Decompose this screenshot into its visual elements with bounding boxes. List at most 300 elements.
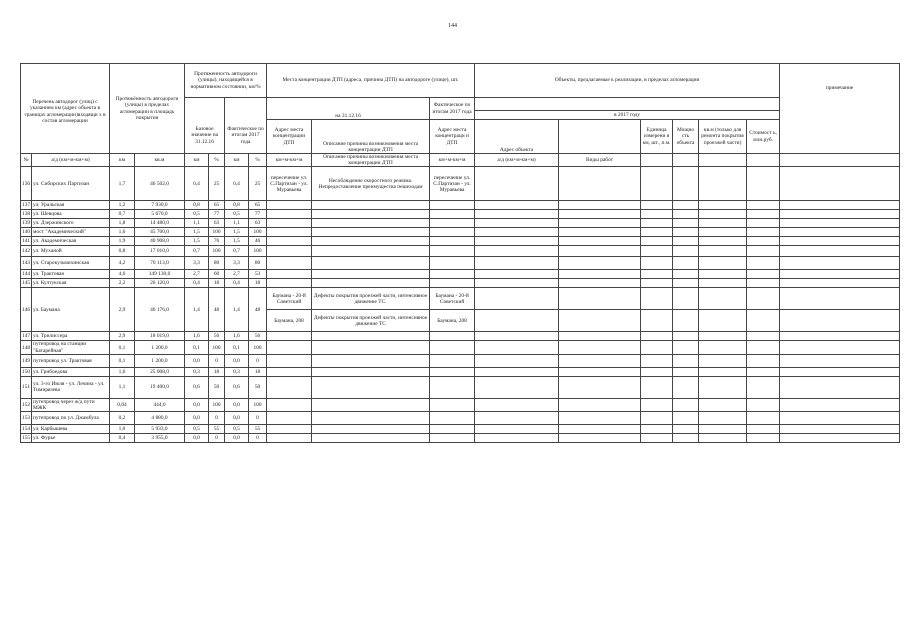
empty-cell: [673, 201, 699, 210]
empty-cell: [673, 398, 699, 411]
actual-pct: 18: [249, 279, 267, 288]
base-pct: 0: [209, 354, 225, 367]
dtp-cause: [312, 412, 430, 425]
dtp-address: [267, 210, 312, 219]
road-name: ул. Трактовая: [32, 270, 110, 279]
road-area: 5 670,0: [135, 210, 185, 219]
empty-cell: [780, 425, 900, 434]
base-pct: 0: [209, 412, 225, 425]
empty-cell: [641, 257, 673, 270]
base-km: 0,0: [185, 434, 209, 443]
empty-cell: [641, 310, 673, 332]
dtp-cause: Несоблюдение скоростного режима. Непредоставление преимущества пешеходам: [312, 167, 430, 201]
dtp-address: [267, 219, 312, 228]
header-actual-2017: Фактическое по итогам 2017 года: [225, 98, 267, 154]
table-row: [21, 279, 900, 288]
road-area: 18 019,0: [135, 332, 185, 341]
empty-cell: [747, 210, 780, 219]
dtp-address-2017: [430, 246, 475, 257]
dtp-cause: [312, 425, 430, 434]
base-pct: 100: [209, 228, 225, 237]
empty-cell: [673, 288, 699, 310]
dtp-address-2017: [430, 270, 475, 279]
actual-km: 2,7: [225, 270, 249, 279]
empty-cell: [641, 167, 673, 201]
empty-cell: [673, 167, 699, 201]
empty-cell: [673, 425, 699, 434]
base-km: 0,8: [185, 201, 209, 210]
dtp-cause: [312, 367, 430, 376]
row-number: 146: [21, 288, 32, 332]
table-row: [21, 332, 900, 341]
base-km: 0,1: [185, 341, 209, 354]
dtp-address: [267, 398, 312, 411]
actual-pct: 77: [249, 210, 267, 219]
base-km: 0,3: [185, 367, 209, 376]
empty-cell: [559, 412, 641, 425]
road-name: ул. Фурье: [32, 434, 110, 443]
road-name: путепровод по ул. Джамбула: [32, 412, 110, 425]
dtp-address: [267, 425, 312, 434]
empty-cell: [699, 270, 747, 279]
unit-unit: [641, 154, 673, 167]
empty-cell: [641, 270, 673, 279]
unit-work-type: Виды работ: [559, 154, 641, 167]
base-km: 3,3: [185, 257, 209, 270]
empty-cell: [641, 288, 673, 310]
dtp-cause: [312, 210, 430, 219]
road-name: ул. Уральская: [32, 201, 110, 210]
table-row: [21, 425, 900, 434]
empty-cell: [780, 412, 900, 425]
base-km: 1,6: [185, 332, 209, 341]
road-area: 70 113,0: [135, 257, 185, 270]
table-row: [21, 201, 900, 210]
empty-cell: [559, 219, 641, 228]
road-area: 1 200,0: [135, 341, 185, 354]
dtp-cause: [312, 219, 430, 228]
road-name: ул. Трилиссера: [32, 332, 110, 341]
empty-cell: [559, 376, 641, 398]
empty-cell: [699, 257, 747, 270]
empty-cell: [475, 279, 559, 288]
dtp-address-2017: пересечение ул. С.Партизан - ул. Муравьева: [430, 167, 475, 201]
header-cost: Стоимост ь, млн.руб.: [747, 120, 780, 154]
dtp-address-2017: [430, 425, 475, 434]
unit-ad2: а/д (км+м-км+м): [475, 154, 559, 167]
road-length-km: 0,1: [110, 341, 135, 354]
empty-cell: [475, 237, 559, 246]
empty-cell: [747, 288, 780, 310]
empty-cell: [641, 341, 673, 354]
empty-cell: [475, 354, 559, 367]
empty-cell: [641, 279, 673, 288]
header-length: Протяжённость автодороги (улицы) в пределах агломерации в площадь покрытия: [110, 64, 185, 154]
empty-cell: [641, 332, 673, 341]
base-pct: 18: [209, 279, 225, 288]
base-km: 0,5: [185, 210, 209, 219]
empty-cell: [559, 288, 641, 310]
actual-km: 1,1: [225, 219, 249, 228]
table-row: [21, 167, 900, 201]
road-length-km: 1,7: [110, 167, 135, 201]
empty-cell: [780, 398, 900, 411]
unit-km-cover: [699, 154, 747, 167]
row-number: 141: [22, 238, 31, 245]
actual-km: 0,0: [225, 398, 249, 411]
dtp-cause: [312, 434, 430, 443]
road-area: 45 700,0: [135, 228, 185, 237]
road-area: 1 200,0: [135, 354, 185, 367]
empty-cell: [673, 434, 699, 443]
dtp-address: [267, 367, 312, 376]
road-length-km: 1,2: [110, 201, 135, 210]
empty-cell: [559, 237, 641, 246]
dtp-address: [267, 257, 312, 270]
road-area: 25 008,0: [135, 367, 185, 376]
table-row: [21, 210, 900, 219]
base-km: 1,5: [185, 228, 209, 237]
base-pct: 60: [209, 270, 225, 279]
header-road-list: Перечень автодорог (улиц) с указанием км (адрес объекта в границах агломерации)входящи х в состав агломерации: [21, 64, 110, 154]
empty-cell: [475, 201, 559, 210]
dtp-cause: [312, 270, 430, 279]
dtp-cause: [312, 341, 430, 354]
dtp-address-2017: [430, 228, 475, 237]
road-length-km: 2,9: [110, 288, 135, 332]
empty-cell: [641, 237, 673, 246]
actual-km: 1,4: [225, 288, 249, 332]
empty-cell: [699, 201, 747, 210]
empty-cell: [673, 237, 699, 246]
empty-cell: [747, 412, 780, 425]
empty-cell: [475, 376, 559, 398]
base-pct: 0: [209, 434, 225, 443]
actual-pct: 100: [249, 228, 267, 237]
dtp-cause: [312, 237, 430, 246]
row-number: 138: [22, 211, 31, 218]
unit-ad: а/д (км+м-км+м): [32, 154, 110, 167]
dtp-address: [267, 412, 312, 425]
empty-cell: [673, 376, 699, 398]
actual-pct: 80: [249, 257, 267, 270]
empty-cell: [641, 425, 673, 434]
road-area: 3 955,0: [135, 434, 185, 443]
empty-cell: [673, 279, 699, 288]
row-number: 145: [22, 280, 31, 287]
road-name: ул. Карбышева: [32, 425, 110, 434]
road-name: ул. Баумана: [32, 288, 110, 332]
table-row: [21, 376, 900, 398]
dtp-address-2017: [430, 210, 475, 219]
unit-kvm: кв.м: [135, 154, 185, 167]
header-as-of: на 31.12.16: [267, 98, 430, 120]
empty-cell: [699, 354, 747, 367]
empty-cell: [747, 341, 780, 354]
road-length-km: 0,2: [110, 412, 135, 425]
table-row: [21, 434, 900, 443]
empty-cell: [747, 310, 780, 332]
actual-km: 0,5: [225, 425, 249, 434]
base-km: 1,5: [185, 237, 209, 246]
empty-cell: [475, 332, 559, 341]
empty-cell: [559, 332, 641, 341]
actual-pct: 48: [249, 288, 267, 332]
header-work-type: [559, 120, 641, 154]
empty-cell: [747, 425, 780, 434]
road-name: ул. Академическая: [32, 237, 110, 246]
actual-km: 0,5: [225, 210, 249, 219]
road-length-km: 2,9: [110, 332, 135, 341]
actual-pct: 46: [249, 237, 267, 246]
road-name: ул. Старокузьмихинская: [32, 257, 110, 270]
dtp-address: [267, 270, 312, 279]
actual-pct: 100: [249, 246, 267, 257]
empty-cell: [559, 310, 641, 332]
empty-cell: [747, 237, 780, 246]
actual-km: 3,3: [225, 257, 249, 270]
unit-note: [780, 154, 900, 167]
table-row: [21, 257, 900, 270]
unit-km: км: [110, 154, 135, 167]
header-dtp-cause: Описание причины возникновения места концентрации ДТП: [312, 120, 430, 154]
empty-cell: [699, 288, 747, 310]
header-km-cover: кв.м (только для ремонта покрытия проезжей части): [699, 120, 747, 154]
dtp-address-2017: [430, 354, 475, 367]
base-km: 0,0: [185, 398, 209, 411]
empty-cell: [559, 279, 641, 288]
unit-cost: [747, 154, 780, 167]
road-name: ул. Дзержинского: [32, 219, 110, 228]
road-name: путепровод ул. Трактовая: [32, 354, 110, 367]
empty-cell: [641, 219, 673, 228]
table-row: [21, 367, 900, 376]
empty-cell: [747, 167, 780, 201]
base-km: 2,7: [185, 270, 209, 279]
empty-cell: [747, 279, 780, 288]
dtp-cause: [312, 279, 430, 288]
header-power: Мощно сть объекта: [673, 120, 699, 154]
dtp-address: Баумана, 208: [267, 310, 312, 332]
roads-table: [20, 63, 900, 443]
dtp-address: [267, 376, 312, 398]
dtp-address-2017: Баумана - 20-й Советский: [430, 288, 475, 310]
dtp-address: [267, 332, 312, 341]
unit-num: №: [21, 154, 32, 167]
dtp-address-2017: [430, 341, 475, 354]
road-area: 19 400,0: [135, 376, 185, 398]
base-pct: 80: [209, 257, 225, 270]
dtp-address: [267, 279, 312, 288]
road-length-km: 0,4: [110, 434, 135, 443]
empty-cell: [747, 434, 780, 443]
actual-pct: 50: [249, 376, 267, 398]
empty-cell: [559, 434, 641, 443]
table-row: [21, 219, 900, 228]
empty-cell: [747, 270, 780, 279]
empty-cell: [699, 412, 747, 425]
actual-km: 1,5: [225, 237, 249, 246]
base-pct: 100: [209, 246, 225, 257]
base-pct: 50: [209, 376, 225, 398]
base-pct: 65: [209, 201, 225, 210]
header-dtp-places: Места концентрации ДТП (адреса, причина ДТП) на автодороге (улице), шт.: [267, 64, 475, 98]
empty-cell: [475, 219, 559, 228]
dtp-address-2017: [430, 201, 475, 210]
actual-pct: 0: [249, 412, 267, 425]
empty-cell: [780, 279, 900, 288]
empty-cell: [641, 354, 673, 367]
empty-cell: [673, 228, 699, 237]
dtp-cause: [312, 257, 430, 270]
row-number: 143: [21, 257, 32, 270]
empty-cell: [475, 210, 559, 219]
empty-cell: [780, 219, 900, 228]
road-length-km: 1,0: [110, 425, 135, 434]
road-length-km: 1,8: [110, 219, 135, 228]
actual-km: 1,5: [225, 228, 249, 237]
empty-cell: [559, 257, 641, 270]
base-km: 0,7: [185, 246, 209, 257]
base-pct: 18: [209, 367, 225, 376]
unit-km2: км: [185, 154, 209, 167]
dtp-address-2017: [430, 412, 475, 425]
actual-km: 0,0: [225, 434, 249, 443]
table-row: [21, 288, 900, 310]
road-length-km: 1,6: [110, 228, 135, 237]
dtp-address: пересечение ул. С.Партизан - ул. Муравьева: [267, 167, 312, 201]
table-row: [21, 246, 900, 257]
road-area: 4 880,0: [135, 412, 185, 425]
empty-cell: [780, 354, 900, 367]
base-pct: 100: [209, 341, 225, 354]
empty-cell: [780, 367, 900, 376]
actual-pct: 65: [249, 201, 267, 210]
empty-cell: [641, 367, 673, 376]
empty-cell: [747, 354, 780, 367]
road-length-km: 4,2: [110, 257, 135, 270]
road-name: путепровод через ж/д пути МЖК: [32, 398, 110, 411]
base-km: 1,4: [185, 288, 209, 332]
actual-pct: 63: [249, 219, 267, 228]
header-year-2017: в 2017 году: [475, 111, 780, 120]
dtp-address: [267, 237, 312, 246]
unit-km3: км: [225, 154, 249, 167]
empty-cell: [559, 246, 641, 257]
dtp-cause: Дефекты покрытия проезжей части, интенсивное движение ТС.: [312, 288, 430, 310]
empty-cell: [673, 332, 699, 341]
empty-cell: [673, 210, 699, 219]
row-number: 150: [22, 368, 31, 375]
road-length-km: 1,6: [110, 367, 135, 376]
base-km: 0,4: [185, 279, 209, 288]
header-actual-2017b: Фактическое по итогам 2017 года: [430, 98, 475, 120]
actual-km: 0,3: [225, 367, 249, 376]
actual-km: 1,6: [225, 332, 249, 341]
empty-cell: [699, 279, 747, 288]
dtp-address: [267, 434, 312, 443]
empty-cell: [559, 354, 641, 367]
road-length-km: 0,1: [110, 354, 135, 367]
empty-cell: [780, 341, 900, 354]
dtp-address: [267, 228, 312, 237]
empty-cell: [475, 412, 559, 425]
base-pct: 63: [209, 219, 225, 228]
actual-km: 0,8: [225, 201, 249, 210]
header-unit: Единица измерени я км, шт., п.м.: [641, 120, 673, 154]
empty-cell: [475, 246, 559, 257]
empty-cell: [699, 237, 747, 246]
road-name: ул. Грибоедова: [32, 367, 110, 376]
base-km: 0,6: [185, 376, 209, 398]
empty-cell: [559, 270, 641, 279]
empty-cell: [780, 434, 900, 443]
empty-cell: [699, 434, 747, 443]
empty-cell: [559, 425, 641, 434]
dtp-address: [267, 354, 312, 367]
table-row: [21, 412, 900, 425]
empty-cell: [747, 398, 780, 411]
actual-pct: 53: [249, 270, 267, 279]
row-number: 137: [22, 202, 31, 209]
empty-cell: [747, 201, 780, 210]
dtp-cause: [312, 332, 430, 341]
empty-cell: [699, 367, 747, 376]
unit-pct: %: [209, 154, 225, 167]
empty-cell: [699, 219, 747, 228]
empty-cell: [699, 167, 747, 201]
table-row: [21, 270, 900, 279]
row-number: 147: [22, 333, 31, 340]
empty-cell: [673, 412, 699, 425]
dtp-cause: [312, 201, 430, 210]
empty-cell: [673, 367, 699, 376]
road-area: 46 502,0: [135, 167, 185, 201]
header-dtp-addr2: Адрес места концентраци и ДТП: [430, 120, 475, 154]
road-length-km: 2,2: [110, 279, 135, 288]
empty-cell: [475, 434, 559, 443]
empty-cell: [641, 398, 673, 411]
empty-cell: [475, 288, 559, 310]
empty-cell: [475, 228, 559, 237]
dtp-address-2017: Баумана, 208: [430, 310, 475, 332]
road-area: 40 908,0: [135, 237, 185, 246]
empty-cell: [747, 228, 780, 237]
header-obj-addr: Адрес объекта: [475, 120, 559, 154]
dtp-address-2017: [430, 279, 475, 288]
empty-cell: [747, 257, 780, 270]
base-km: 0,5: [185, 425, 209, 434]
base-pct: 55: [209, 425, 225, 434]
road-name: мост "Академический": [32, 228, 110, 237]
base-pct: 48: [209, 288, 225, 332]
empty-cell: [641, 246, 673, 257]
road-length-km: 0,8: [110, 246, 135, 257]
row-number: 151: [21, 376, 32, 398]
base-pct: 56: [209, 332, 225, 341]
empty-cell: [673, 341, 699, 354]
unit-kmr: км+м-км+м: [267, 154, 312, 167]
empty-cell: [475, 367, 559, 376]
empty-cell: [641, 376, 673, 398]
page-number: 144: [448, 23, 457, 29]
empty-cell: [641, 201, 673, 210]
dtp-address-2017: [430, 257, 475, 270]
dtp-address: [267, 201, 312, 210]
empty-cell: [475, 341, 559, 354]
empty-cell: [780, 237, 900, 246]
base-pct: 77: [209, 210, 225, 219]
